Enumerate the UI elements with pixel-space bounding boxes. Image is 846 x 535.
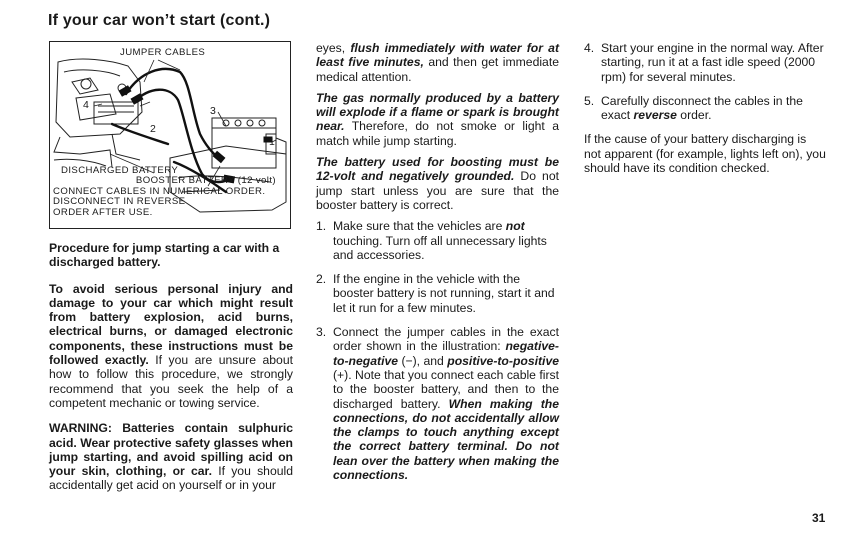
step-4-text: Start your engine in the normal way. After starting, run it at a fast idle speed (2000 rpm) for several minutes. [601, 41, 824, 84]
label-discharged-battery: DISCHARGED BATTERY [61, 165, 179, 176]
gas-emphasis: The gas normally produced by a battery will explode if a flame or spark is brought near. [316, 90, 559, 134]
step-5-text-c: order. [676, 108, 712, 123]
step-2 [316, 272, 559, 315]
procedure-heading: Procedure for jump starting a car with a discharged battery. [49, 241, 280, 270]
step-3-text-c: (−), and [398, 353, 448, 368]
step-5-number: 5. [584, 93, 595, 108]
boost-emphasis: The battery used for boosting must be 12-volt and negatively grounded. [316, 155, 559, 184]
caption-line-1: CONNECT CABLES IN NUMERICAL ORDER. [53, 185, 266, 197]
page-number: 31 [812, 511, 826, 525]
steps-list-2 [584, 41, 826, 122]
step-4 [584, 41, 826, 84]
step-5-text-a: Carefully disconnect the cables in the exact [601, 93, 803, 123]
acid-warning-paragraph [49, 421, 293, 492]
step-2-text: If the engine in the vehicle with the booster battery is not running, start it and let it run for a few minutes. [333, 272, 555, 315]
step-5 [584, 94, 826, 123]
injury-advice-text: If you are unsure about how to follow this procedure, we strongly recommend that you seek the help of a competent mechanic or towing service. [49, 353, 293, 410]
step-3-positive: positive-to-positive [447, 353, 559, 368]
eyes-text-2: and then get immediate medical attention. [316, 55, 559, 84]
gas-paragraph [316, 91, 559, 148]
label-number-4: 4 [83, 99, 90, 111]
label-jumper-cables: JUMPER CABLES [120, 47, 206, 58]
label-number-1: 1 [269, 136, 276, 148]
step-1-text-a: Make sure that the vehicles are [333, 219, 506, 234]
cause-paragraph: If the cause of your battery discharging is not apparent (for example, lights left on), you should have its condition checked. [584, 132, 826, 176]
acid-advice-text: If you should accidentally get acid on yourself or in your [49, 464, 293, 493]
caption-line-2: DISCONNECT IN REVERSE [53, 196, 186, 208]
boost-paragraph [316, 155, 559, 212]
jump-start-illustration [49, 41, 291, 229]
step-1 [316, 219, 559, 262]
boost-text: Do not jump start unless you are sure that the booster battery is correct. [316, 169, 560, 212]
eyes-text-1: eyes, [316, 41, 351, 55]
step-5-emphasis: reverse [633, 108, 677, 123]
steps-list-1 [316, 219, 559, 482]
step-4-number: 4. [584, 41, 595, 55]
acid-warning-text: WARNING: Batteries contain sulphuric acid. Wear protective safety glasses when jump starting, and avoid spilling acid on your skin, clothing, or car. [49, 421, 293, 479]
label-number-3: 3 [210, 105, 217, 117]
illustration-caption [50, 176, 292, 218]
step-3 [316, 325, 559, 482]
step-2-number: 2. [316, 272, 327, 287]
step-1-number: 1. [316, 219, 327, 234]
label-number-2: 2 [150, 123, 157, 135]
gas-text: Therefore, do not smoke or light a match while jump starting. [316, 119, 559, 148]
step-1-text-c: touching. Turn off all unnecessary lights and accessories. [333, 233, 547, 262]
column-left [49, 41, 293, 504]
label-booster-battery: BOOSTER BATTERY (12 volt) [135, 175, 276, 186]
step-3-negative: negative-to-negative [333, 339, 559, 368]
eyes-emphasis: flush immediately with water for at least five minutes, [316, 41, 559, 70]
step-3-number: 3. [316, 325, 327, 340]
injury-paragraph [49, 282, 293, 411]
column-middle [316, 41, 559, 492]
eyes-paragraph [316, 41, 559, 84]
column-right [584, 41, 826, 186]
caption-line-3: ORDER AFTER USE. [53, 206, 153, 218]
step-3-text-e: (+). Note that you connect each cable first to the booster battery, and then to the discharged battery. [333, 367, 559, 411]
injury-warning-text: To avoid serious personal injury and damage to your car which might result from battery explosion, acid burns, electrical burns, or damaged electronic components, these instructions must be followed exactly. [49, 281, 293, 368]
step-1-text [333, 219, 547, 262]
page-title: If your car won’t start (cont.) [48, 12, 271, 29]
step-3-caution: When making the connections, do not accidentally allow the clamps to touch anything except the correct battery terminal. Do not lean over the battery when making the connections. [333, 396, 559, 483]
step-3-text-a: Connect the jumper cables in the exact order shown in the illustration: [333, 325, 559, 354]
step-1-emphasis: not [505, 219, 525, 234]
